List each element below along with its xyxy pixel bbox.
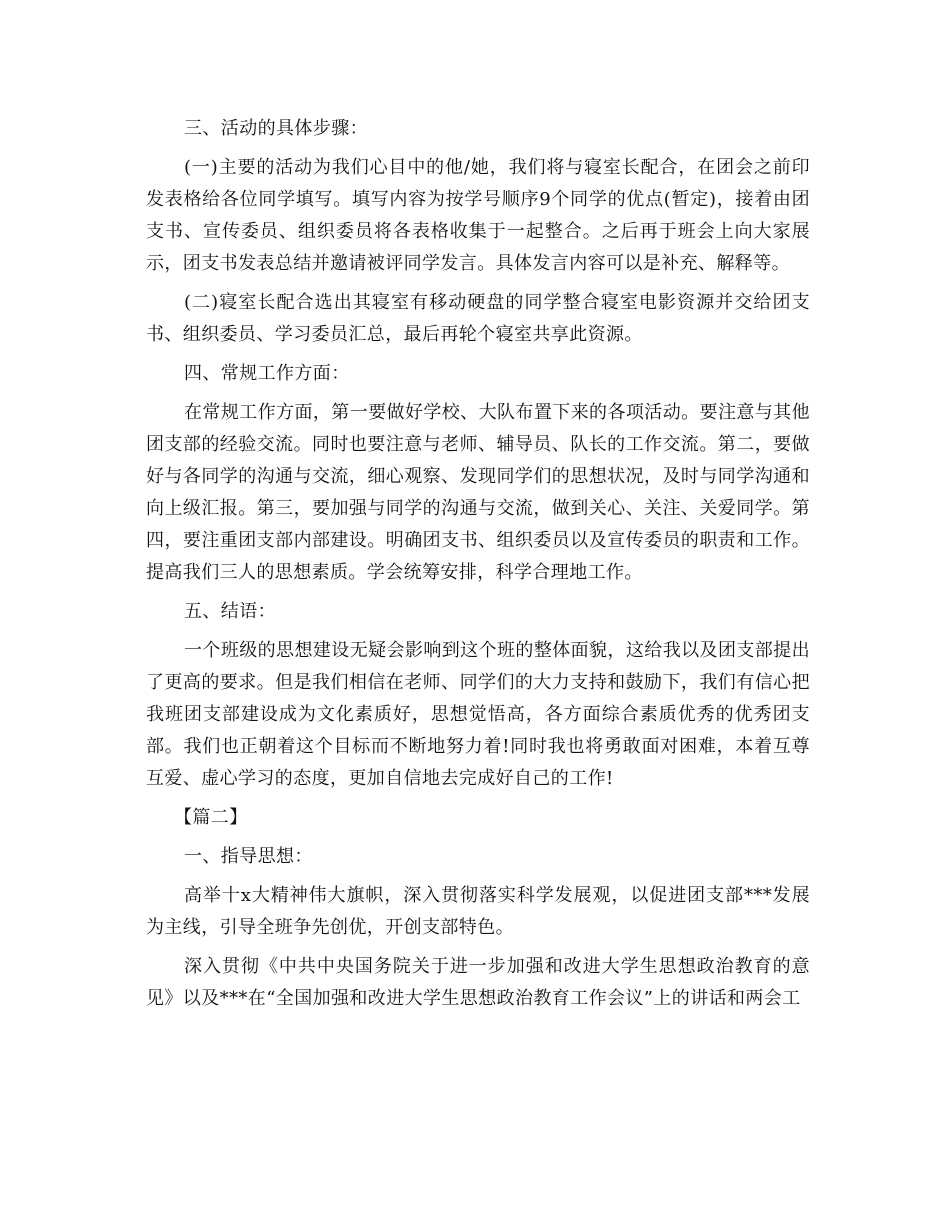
section-heading-activity-steps: 三、活动的具体步骤：	[184, 118, 368, 139]
section-heading-conclusion: 五、结语：	[184, 601, 276, 622]
paragraph-guiding-ideology: 高举十x大精神伟大旗帜，深入贯彻落实科学发展观，以促进团支部***发展为主线，引导全班争先创优，开创支部特色。	[146, 885, 810, 938]
paragraph-conclusion: 一个班级的思想建设无疑会影响到这个班的整体面貌，这给我以及团支部提出了更高的要求。但是我们相信在老师、同学们的大力支持和鼓励下，我们有信心把我班团支部建设成为文化素质好，思想觉悟高，各方面综合素质优秀的优秀团支部。我们也正朝着这个目标而不断地努力着!同时我也将勇敢面对困难，本着互尊互爱、虚心学习的态度，更加自信地去完成好自己的工作!	[146, 640, 810, 789]
paragraph-step-one: (一)主要的活动为我们心目中的他/她，我们将与寝室长配合，在团会之前印发表格给各位同学填写。填写内容为按学号顺序9个同学的优点(暂定)，接着由团支书、宣传委员、组织委员将各表格收集于一起整合。之后再于班会上向大家展示，团支书发表总结并邀请被评同学发言。具体发言内容可以是补充、解释等。	[146, 157, 810, 274]
section-heading-routine-work: 四、常规工作方面：	[184, 363, 350, 384]
paragraph-implementation: 深入贯彻《中共中央国务院关于进一步加强和改进大学生思想政治教育的意见》以及***在“全国加强和改进大学生思想政治教育工作会议”上的讲话和两会工	[146, 956, 810, 1009]
paragraph-step-two: (二)寝室长配合选出其寝室有移动硬盘的同学整合寝室电影资源并交给团支书、组织委员、学习委员汇总，最后再轮个寝室共享此资源。	[146, 292, 810, 345]
part-two-marker: 【篇二】	[174, 807, 248, 828]
paragraph-routine-work: 在常规工作方面，第一要做好学校、大队布置下来的各项活动。要注意与其他团支部的经验交流。同时也要注意与老师、辅导员、队长的工作交流。第二，要做好与各同学的沟通与交流，细心观察、发现同学们的思想状况，及时与同学沟通和向上级汇报。第三，要加强与同学的沟通与交流，做到关心、关注、关爱同学。第四，要注重团支部内部建设。明确团支书、组织委员以及宣传委员的职责和工作。提高我们三人的思想素质。学会统筹安排，科学合理地工作。	[146, 402, 810, 583]
section-heading-guiding-ideology: 一、指导思想：	[184, 846, 313, 867]
document-body	[146, 113, 810, 1022]
